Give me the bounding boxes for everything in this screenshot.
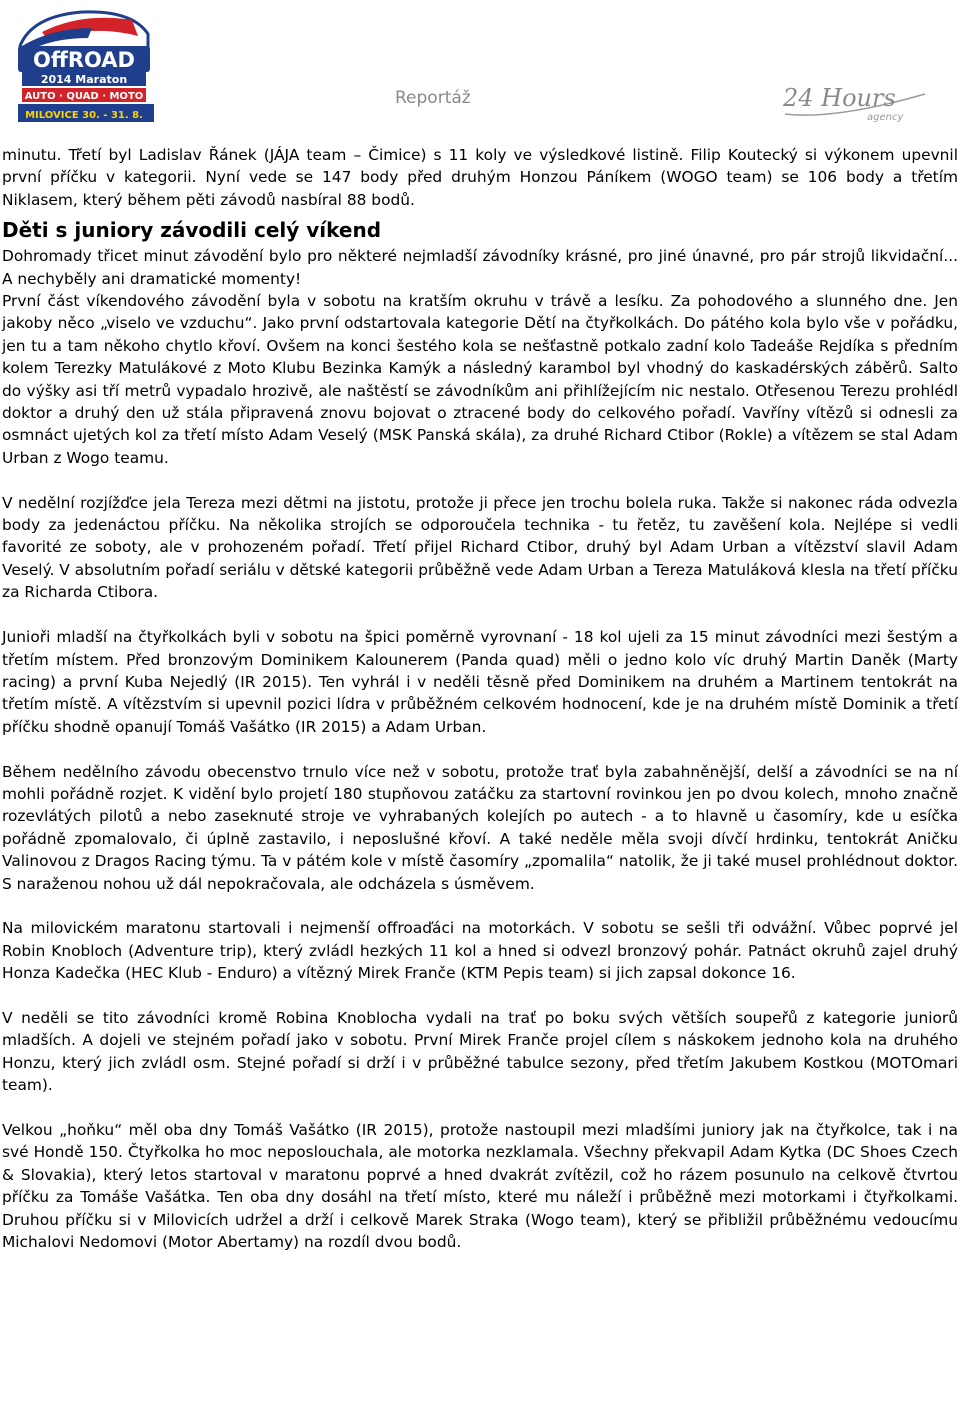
logo-text-categories: AUTO · QUAD · MOTO	[24, 91, 144, 102]
article-paragraph-7: V neděli se tito závodníci kromě Robina Knoblocha vydali na trať po boku svých větších soupeřů z kategorie juniorů mladších. A dojeli ve stejném pořadí jako v sobotu. První Mirek Franče projel cílem s náskokem jednoho kola na druhého Honzu, který jich zvládl osm. Stejné pořadí si drží i v průběžné tabulce sezony, před třetím Jakubem Kostkou (MOTOmari team).	[2, 1008, 958, 1095]
logo-text-date: MILOVICE 30. - 31. 8.	[25, 110, 143, 121]
article-body	[2, 144, 958, 1253]
article-paragraph-5: Během nedělního závodu obecenstvo trnulo více než v sobotu, protože trať byla zabahněnější, delší a závodníci se na ní mohli pořádně rozjet. K vidění bylo projetí 180 stupňovou zatáčku za startovní rovinkou jen po dvou kolech, mnoho značně rozevlátých pilotů a nebo zaseknuté stroje ve vyhrabaných kolejích po autech - a to hlavně u časomíry, kde u esíčka pořádně zpomalovalo, či úplně zastavilo, i neposlušné křoví. A také neděle měla svoji dívčí hrdinku, tentokrát Aničku Valinovou z Dragos Racing týmu. Ta v pátém kole v místě časomíry „zpomalila“ natolik, že ji také musel prohlédnout doktor. S naraženou nohou už dál nepokračovala, ale odcházela s úsměvem.	[2, 762, 958, 893]
logo-text-agency: agency	[867, 112, 904, 123]
logo-text-offroad: OffROAD	[32, 48, 136, 72]
24-hours-agency-logo	[775, 74, 935, 124]
article-intro-paragraph: minutu. Třetí byl Ladislav Řánek (JÁJA team – Čimice) s 11 koly ve výsledkové listině. Filip Koutecký si výkonem upevnil první příčku v kategorii. Nyní vede se 147 body před druhým Honzou Páníkem (WOGO team) se 106 body a třetím Niklasem, který během pěti závodů nasbíral 88 bodů.	[2, 146, 958, 209]
article-paragraph-4: Junioři mladší na čtyřkolkách byli v sobotu na špici poměrně vyrovnaní - 18 kol ujeli za 15 minut závodníci mezi šestým a třetím místem. Před bronzovým Dominikem Kalounerem (Panda quad) měli o jedno kolo víc druhý Martin Daněk (Marty racing) a první Kuba Nejedlý (IR 2015). Ten vyhrál i v neděli těsně před Dominikem na druhém a Martinem tentokrát na třetím místě. A vítězstvím si upevnil pozici lídra v průběžném celkovém hodnocení, kde je na druhém místě Dominik a třetí příčku shodně opanují Tomáš Vašátko (IR 2015) a Adam Urban.	[2, 628, 958, 736]
article-paragraph-8: Velkou „hoňku“ měl oba dny Tomáš Vašátko (IR 2015), protože nastoupil mezi mladšími juniory jak na čtyřkolce, tak i na své Hondě 150. Čtyřkolka ho moc neposlouchala, ale motorka nezklamala. Všechny překvapil Adam Kytka (DC Shoes Czech & Slovakia), který letos startoval v maratonu poprvé a hned dvakrát zvítězil, což ho rázem posunulo na celkově čtvrtou příčku za Tomáše Vašátka. Ten oba dny dosáhl na třetí místo, které mu náleží i průběžně mezi motorkami i čtyřkolkami. Druhou příčku si v Milovicích udržel a drží i celkově Marek Straka (Wogo team), který se přibližil průběžnému vedoucímu Michalovi Nedomovi (Motor Abertamy) na rozdíl dvou bodů.	[2, 1120, 958, 1251]
logo-text-24-hours: 24 Hours	[783, 84, 896, 112]
article-paragraph-1: Dohromady třicet minut závodění bylo pro některé nejmladší závodníky krásné, pro jiné únavné, pro pár strojů likvidační... A nechyběly ani dramatické momenty!	[2, 247, 958, 288]
section-heading: Děti s juniory závodili celý víkend	[2, 218, 382, 243]
logo-text-maraton: 2014 Maraton	[40, 73, 128, 86]
article-paragraph-2: První část víkendového závodění byla v sobotu na kratším okruhu v trávě a lesíku. Za pohodového a slunného dne. Jen jakoby něco „viselo ve vzduchu“. Jako první odstartovala kategorie Dětí na čtyřkolkách. Do pátého kola bylo vše v pořádku, jen tu a tam někoho chytlo křoví. Ovšem na konci šestého kola se nešťastně potkalo zadní kolo Tadeáše Rejdíka s předním kolem Terezky Matulákové z Moto Klubu Bezinka Kamýk a následný karambol byl vhodný do kaskadérských záběrů. Salto do výšky asi tří metrů vypadalo hrozivě, ale naštěstí se závodníkům ani přihlížejícím nic nestalo. Otřesenou Terezu prohlédl doktor a druhý den už stála připravená znovu bojovat o ztracené body do celkového pořadí. Vavříny vítězů si odnesli za osmnáct ujetých kol za třetí místo Adam Veselý (MSK Panská skála), za druhé Richard Ctibor (Rokle) a vítězem se stal Adam Urban z Wogo teamu.	[2, 292, 958, 467]
page-header-title: Reportáž	[395, 88, 471, 108]
page-header	[0, 0, 960, 135]
article-paragraph-6: Na milovickém maratonu startovali i nejmenší offroaďáci na motorkách. V sobotu se sešli tři odvážní. Vůbec poprvé jel Robin Knobloch (Adventure trip), který zvládl hezkých 11 kol a hned si odvezl bronzový pohár. Patnáct okruhů zajel druhý Honza Kadečka (HEC Klub - Enduro) a vítězný Mirek Franče (KTM Pepis team) si jich zapsal dokonce 16.	[2, 919, 958, 983]
article-paragraph-3: V nedělní rozjížďce jela Tereza mezi dětmi na jistotu, protože ji přece jen trochu bolela ruka. Takže si nakonec ráda odvezla body za jedenáctou příčku. Na několika strojích se odporoučela technika - tu řetěz, tu zavěšení kola. Nejlépe si vedli favorité ze soboty, ale v prohozeném pořadí. Třetí přijel Richard Ctibor, druhý byl Adam Urban a vítězství slavil Adam Veselý. V absolutním pořadí seriálu v dětské kategorii průběžně vede Adam Urban a Tereza Matuláková klesla na třetí příčku za Richarda Ctibora.	[2, 493, 958, 602]
offroad-maraton-logo	[12, 6, 157, 128]
